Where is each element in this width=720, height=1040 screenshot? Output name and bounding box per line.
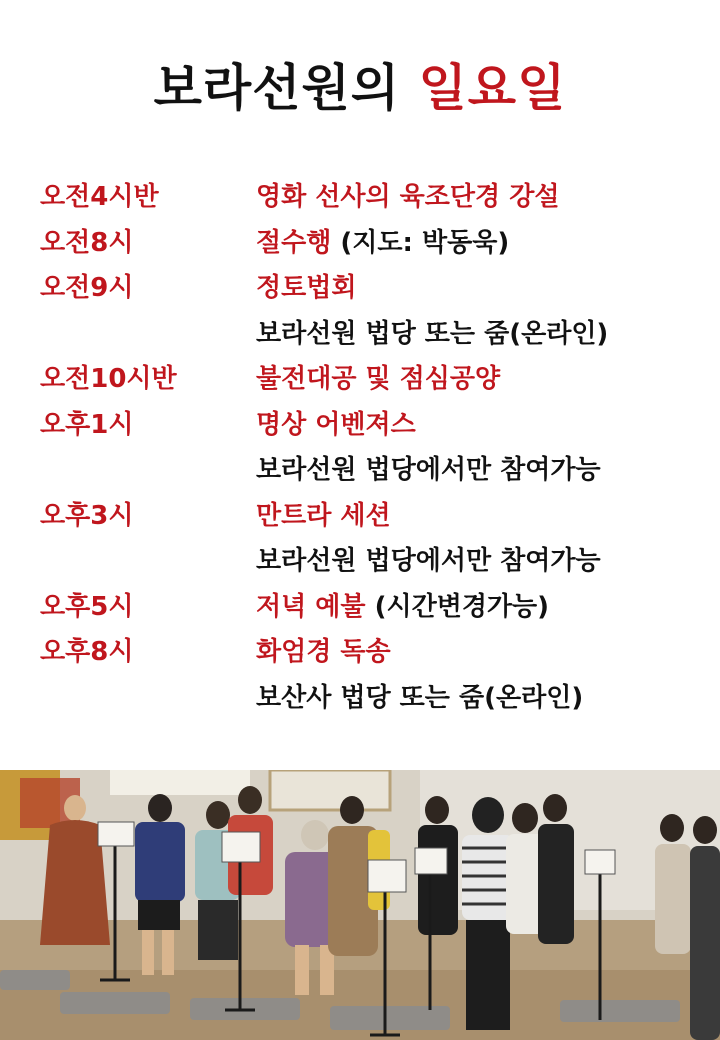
schedule-row <box>40 491 700 537</box>
event-title: 화엄경 독송 <box>256 637 391 668</box>
schedule-time: 오전8시 <box>40 227 134 258</box>
title-main: 보라선원의 <box>153 59 401 117</box>
schedule-event <box>256 404 416 441</box>
person-body <box>418 825 458 935</box>
schedule-event <box>256 358 500 395</box>
person-pants <box>466 920 510 1030</box>
person-leg <box>295 945 309 995</box>
person-body <box>655 844 691 954</box>
schedule-row <box>40 400 700 446</box>
schedule-row <box>40 536 700 582</box>
event-title: 영화 선사의 육조단경 강설 <box>256 182 560 213</box>
schedule-time: 오후3시 <box>40 500 134 531</box>
person-pants <box>198 900 238 960</box>
page-title <box>0 48 720 120</box>
event-title: 만트라 세션 <box>256 500 391 531</box>
schedule-row <box>40 309 700 355</box>
ceiling-panel <box>110 770 250 795</box>
schedule-list <box>40 172 700 718</box>
event-location: 보라선원 법당에서만 참여가능 <box>256 455 601 486</box>
person-shorts <box>138 900 180 930</box>
event-title: 저녁 예불 <box>256 591 366 622</box>
person-head <box>64 795 86 821</box>
person-head <box>340 796 364 824</box>
event-title: 명상 어벤져스 <box>256 409 416 440</box>
schedule-event <box>256 586 549 623</box>
person-body <box>538 824 574 944</box>
schedule-row <box>40 582 700 628</box>
schedule-event <box>256 222 509 259</box>
person-head <box>425 796 449 824</box>
schedule-event <box>256 495 391 532</box>
person-head <box>472 797 504 833</box>
person-head <box>660 814 684 842</box>
event-location: 보산사 법당 또는 줌(온라인) <box>256 682 584 713</box>
person-head <box>238 786 262 814</box>
cushion <box>60 992 170 1014</box>
schedule-row <box>40 673 700 719</box>
person-head <box>512 803 538 833</box>
schedule-event <box>256 631 391 668</box>
cushion <box>560 1000 680 1022</box>
schedule-time: 오후5시 <box>40 591 134 622</box>
event-title: 정토법회 <box>256 273 357 304</box>
person-head <box>543 794 567 822</box>
schedule-row <box>40 354 700 400</box>
person-body <box>690 846 720 1040</box>
schedule-row <box>40 218 700 264</box>
window <box>270 770 390 810</box>
person-head <box>206 801 230 829</box>
cushion <box>330 1006 450 1030</box>
event-location: 보라선원 법당에서만 참여가능 <box>256 546 601 577</box>
event-title: 절수행 <box>256 227 332 258</box>
person-body <box>135 822 185 902</box>
hall-illustration <box>0 770 720 1040</box>
event-location: 보라선원 법당 또는 줌(온라인) <box>256 318 609 349</box>
schedule-time: 오전4시반 <box>40 182 159 213</box>
schedule-event <box>256 267 356 304</box>
schedule-time: 오전9시 <box>40 273 134 304</box>
person-head <box>301 820 329 850</box>
event-title: 불전대공 및 점심공양 <box>256 364 501 395</box>
person-head <box>693 816 717 844</box>
meditation-hall-photo <box>0 770 720 1040</box>
person-leg <box>142 930 154 975</box>
title-accent: 일요일 <box>418 59 567 117</box>
event-note: (시간변경가능) <box>365 591 550 622</box>
person-head <box>148 794 172 822</box>
schedule-event <box>256 176 559 213</box>
schedule-time: 오후1시 <box>40 409 134 440</box>
schedule-row <box>40 627 700 673</box>
cushion <box>0 970 70 990</box>
schedule-time: 오후8시 <box>40 637 134 668</box>
schedule-row <box>40 445 700 491</box>
schedule-row <box>40 172 700 218</box>
schedule-row <box>40 263 700 309</box>
event-note: (지도: 박동욱) <box>331 227 510 258</box>
person-leg <box>162 930 174 975</box>
schedule-time: 오전10시반 <box>40 364 177 395</box>
